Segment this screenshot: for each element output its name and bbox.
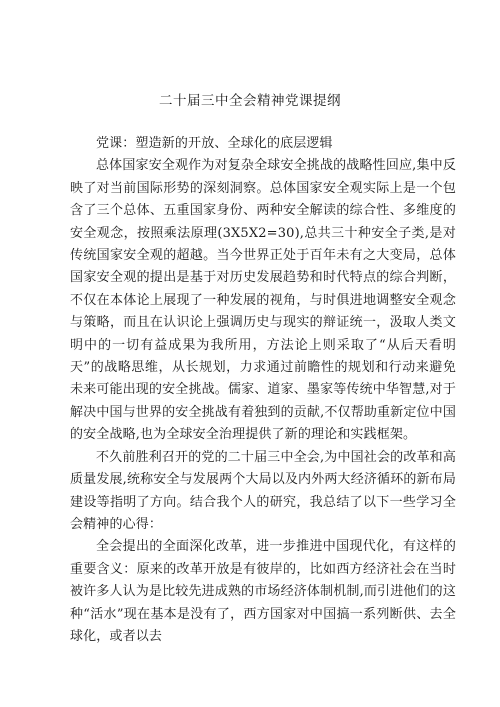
document-title: 二十届三中全会精神党课提纲 — [159, 93, 341, 109]
section-heading: 党课：塑造新的开放、全球化的底层逻辑 — [96, 136, 333, 151]
body-paragraph: 总体国家安全观作为对复杂全球安全挑战的战略性回应,集中反映了对当前国际形势的深刻洞察。总体国家安全观实际上是一个包含了三个总体、五重国家身份、两种安全解读的综合性、多维度的安全观念，按照乘法原理(3X5X2=30),总共三十种安全子类,是对传统国家安全观的超越。当今世界正处于百年未有之大变局，总体国家安全观的提出是基于对历史发展趋势和时代特点的综合判断，不仅在本体论上展现了一种发展的视角，与时俱进地调整安全观念与策略，而且在认识论上强调历史与现实的辩证统一，汲取人类文明中的一切有益成果为我所用，方法论上则采取了“从后天看明天”的战略思维，从长规划，力求通过前瞻性的规划和行动来避免未来可能出现的安全挑战。儒家、道家、墨家等传统中华智慧,对于解决中国与世界的安全挑战有着独到的贡献,不仅帮助重新定位中国的安全战略,也为全球安全治理提供了新的理论和实践框架。 — [70, 158, 456, 443]
body-paragraph: 不久前胜利召开的党的二十届三中全会,为中国社会的改革和高质量发展,统称安全与发展两个大局以及内外两大经济循环的新布局建设等指明了方向。结合我个人的研究，我总结了以下一些学习全会精神的心得： — [70, 449, 456, 532]
document-body — [70, 133, 456, 648]
body-paragraph: 全会提出的全面深化改革，进一步推进中国现代化，有这样的重要含义：原来的改革开放是有彼岸的，比如西方经济社会在当时被许多人认为是比较先进成熟的市场经济体制机制,而引进他们的这种“活水”现在基本是没有了，西方国家对中国搞一系列断供、去全球化，或者以去 — [70, 539, 456, 644]
